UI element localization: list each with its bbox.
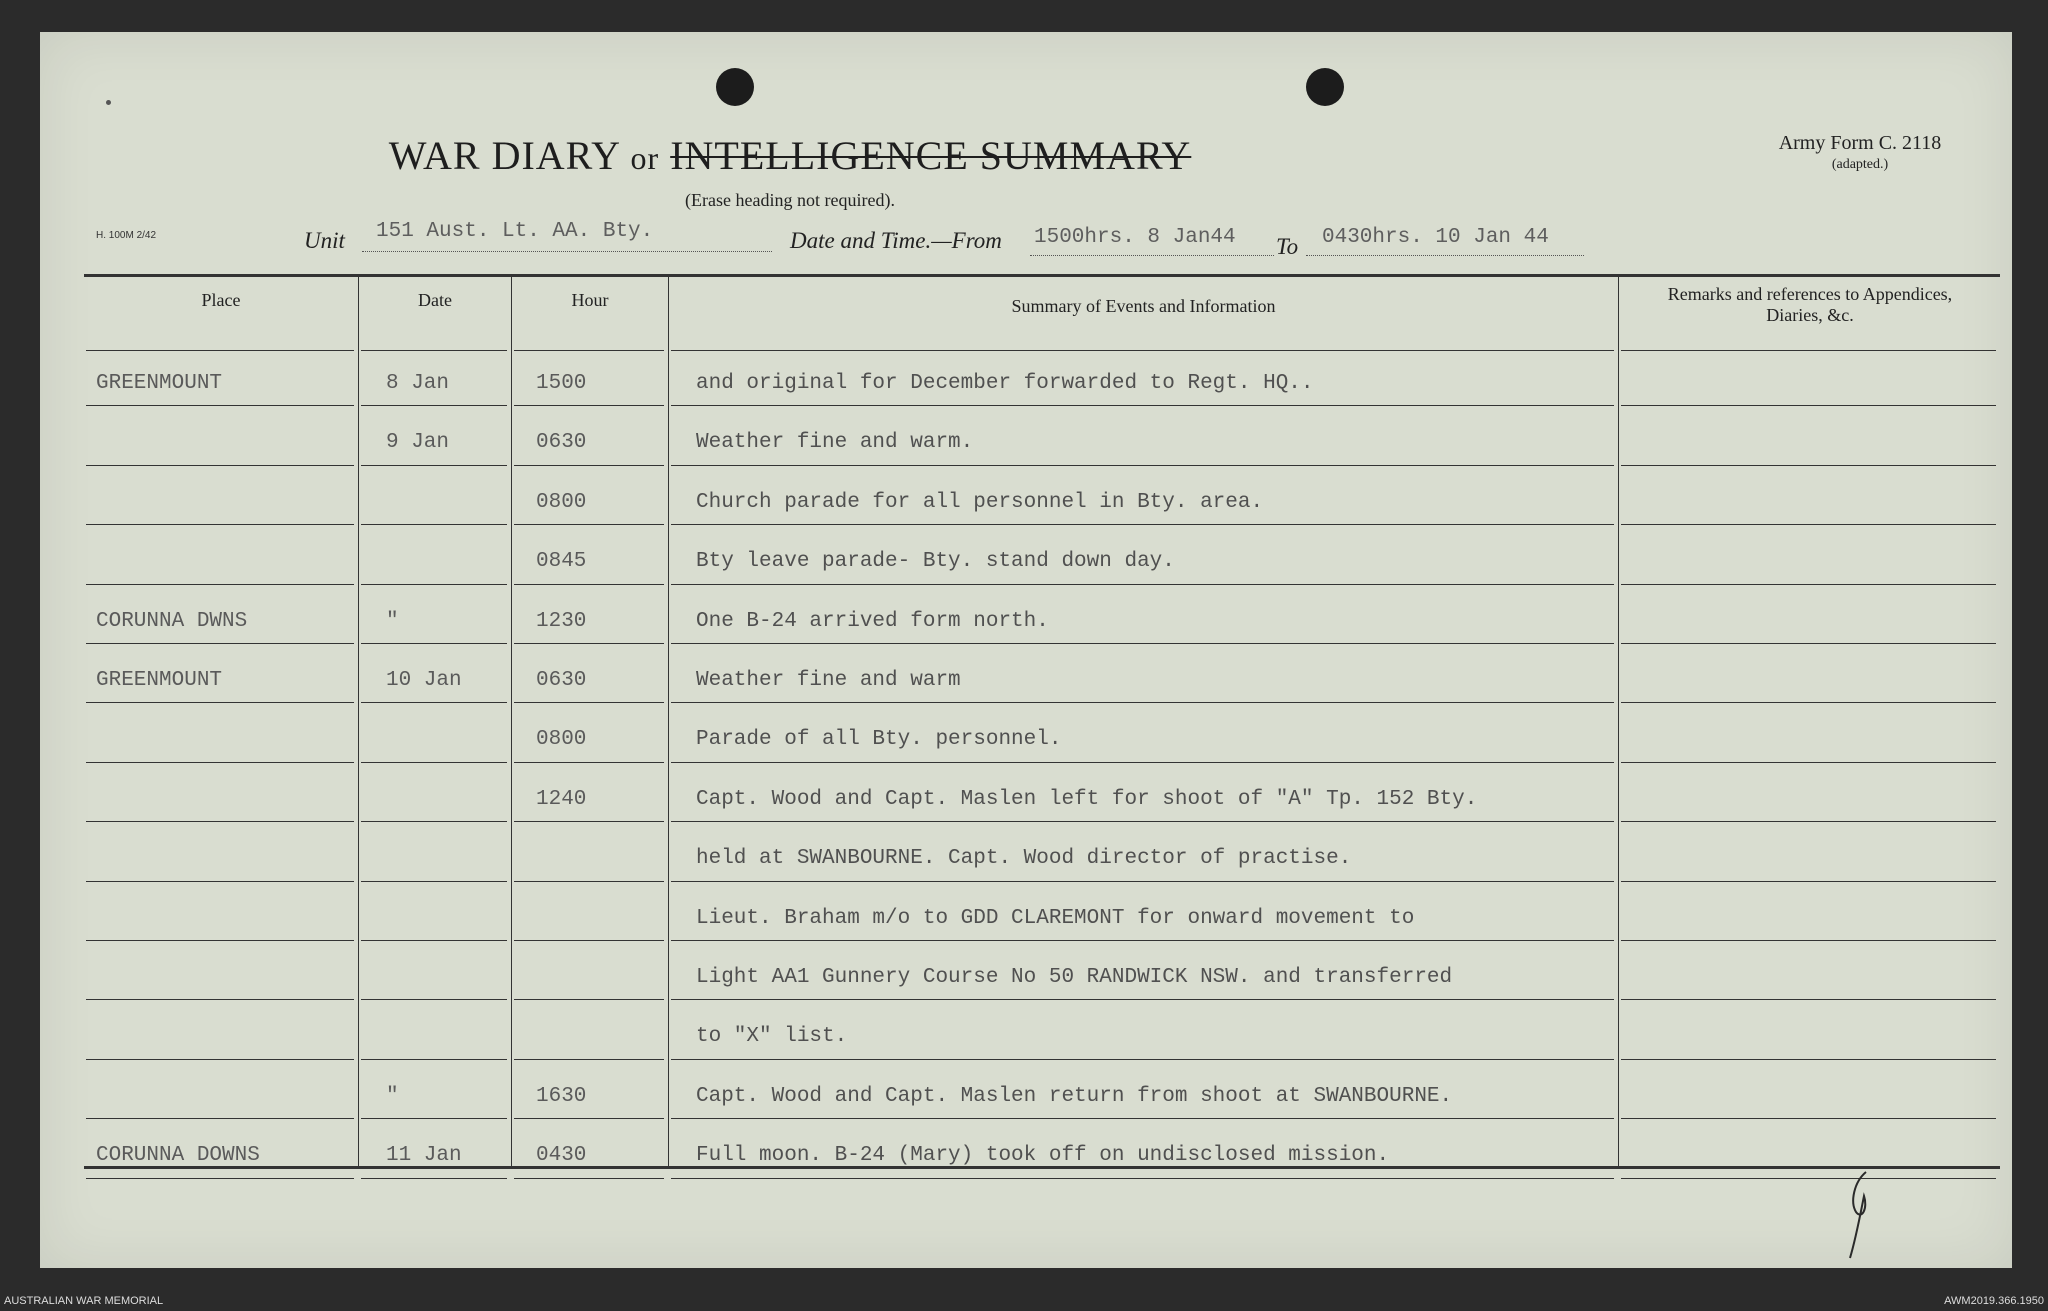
row-rule	[86, 881, 354, 882]
row-hour-cell: 1230	[536, 609, 587, 633]
row-rule	[514, 405, 664, 406]
row-rule	[671, 1178, 1614, 1179]
footer-archive-name: AUSTRALIAN WAR MEMORIAL	[4, 1295, 164, 1307]
row-rule	[86, 465, 354, 466]
row-rule	[361, 524, 507, 525]
row-rule	[514, 1178, 664, 1179]
row-rule	[1621, 643, 1996, 644]
row-rule	[361, 999, 507, 1000]
row-rule	[514, 1059, 664, 1060]
col-rule-summary	[1618, 277, 1619, 1166]
row-summary-cell: Lieut. Braham m/o to GDD CLAREMONT for onward movement to	[696, 906, 1415, 930]
row-rule	[514, 881, 664, 882]
row-rule	[1621, 1118, 1996, 1119]
row-rule	[361, 940, 507, 941]
unit-underline	[362, 250, 772, 252]
row-rule	[671, 702, 1614, 703]
title-intelligence-summary: INTELLIGENCE SUMMARY	[670, 133, 1192, 178]
row-rule	[361, 584, 507, 585]
row-summary-cell: Capt. Wood and Capt. Maslen return from shoot at SWANBOURNE.	[696, 1084, 1453, 1108]
row-place-cell: CORUNNA DWNS	[96, 609, 248, 633]
column-header-remarks: Remarks and references to Appendices, Diaries, &c.	[1667, 284, 1953, 325]
row-rule	[671, 524, 1614, 525]
col-rule-place	[358, 277, 359, 1166]
row-hour-cell: 1630	[536, 1084, 587, 1108]
table-top-rule	[84, 274, 2000, 277]
row-rule	[1621, 405, 1996, 406]
title-war-diary: WAR DIARY	[388, 133, 620, 178]
row-date-cell: 11 Jan	[386, 1144, 462, 1168]
col-rule-hour	[668, 277, 669, 1166]
title-or: or	[630, 140, 660, 176]
row-rule	[1621, 1178, 1996, 1179]
row-rule	[1621, 1059, 1996, 1060]
row-rule	[671, 940, 1614, 941]
row-rule	[1621, 702, 1996, 703]
row-rule	[671, 999, 1614, 1000]
row-rule	[671, 881, 1614, 882]
from-underline	[1030, 254, 1274, 256]
row-hour-cell: 1240	[536, 787, 587, 811]
row-rule	[514, 762, 664, 763]
row-hour-cell: 0800	[536, 490, 587, 514]
row-rule	[86, 999, 354, 1000]
row-date-cell: 9 Jan	[386, 431, 450, 455]
from-value: 1500hrs. 8 Jan44	[1034, 226, 1236, 249]
row-rule	[361, 465, 507, 466]
row-rule	[86, 405, 354, 406]
unit-label: Unit	[304, 228, 345, 253]
row-rule	[1621, 584, 1996, 585]
header-row-rule	[1621, 350, 1996, 351]
header-row-rule	[86, 350, 354, 351]
row-rule	[86, 643, 354, 644]
signature-mark	[1840, 1162, 1880, 1262]
date-time-label: Date and Time.—From	[790, 228, 1002, 253]
column-header-hour: Hour	[571, 290, 609, 310]
row-rule	[86, 584, 354, 585]
row-summary-cell: Church parade for all personnel in Bty. area.	[696, 490, 1264, 514]
row-summary-cell: and original for December forwarded to Regt. HQ..	[696, 372, 1314, 395]
col-rule-date	[511, 277, 512, 1166]
row-rule	[514, 465, 664, 466]
column-header-summary: Summary of Events and Information	[1011, 296, 1276, 316]
row-rule	[361, 1178, 507, 1179]
row-date-cell: "	[386, 1084, 399, 1108]
row-rule	[86, 1178, 354, 1179]
row-rule	[361, 643, 507, 644]
army-form-label	[1740, 132, 1980, 176]
row-rule	[671, 465, 1614, 466]
row-rule	[86, 702, 354, 703]
row-rule	[1621, 999, 1996, 1000]
row-rule	[671, 821, 1614, 822]
row-summary-cell: One B-24 arrived form north.	[696, 609, 1049, 633]
header-row-rule	[671, 350, 1614, 351]
diary-sheet	[40, 32, 2012, 1268]
row-hour-cell: 0845	[536, 550, 587, 574]
row-rule	[86, 762, 354, 763]
row-date-cell: 8 Jan	[386, 372, 450, 395]
row-summary-cell: Parade of all Bty. personnel.	[696, 728, 1062, 752]
row-rule	[671, 1059, 1614, 1060]
row-rule	[86, 821, 354, 822]
header-row-rule	[514, 350, 664, 351]
row-rule	[361, 405, 507, 406]
row-rule	[361, 821, 507, 822]
row-date-cell: "	[386, 609, 399, 633]
row-summary-cell: Full moon. B-24 (Mary) took off on undisclosed mission.	[696, 1144, 1390, 1168]
row-rule	[514, 524, 664, 525]
row-hour-cell: 0630	[536, 669, 587, 692]
row-rule	[514, 940, 664, 941]
row-summary-cell: Weather fine and warm	[696, 669, 961, 692]
row-place-cell: GREENMOUNT	[96, 372, 223, 395]
row-rule	[514, 821, 664, 822]
to-label: To	[1276, 234, 1299, 259]
row-summary-cell: to "X" list.	[696, 1025, 848, 1049]
row-rule	[671, 405, 1614, 406]
form-subtitle: (Erase heading not required).	[685, 190, 895, 210]
row-rule	[671, 1118, 1614, 1119]
row-rule	[514, 1118, 664, 1119]
column-header-place: Place	[201, 290, 241, 310]
paper-speck	[106, 100, 111, 105]
row-rule	[361, 1059, 507, 1060]
to-value: 0430hrs. 10 Jan 44	[1322, 226, 1549, 249]
row-rule	[514, 643, 664, 644]
row-rule	[361, 702, 507, 703]
row-rule	[1621, 524, 1996, 525]
row-rule	[86, 524, 354, 525]
column-header-date: Date	[418, 290, 452, 310]
row-hour-cell: 0430	[536, 1144, 587, 1168]
unit-value: 151 Aust. Lt. AA. Bty.	[376, 220, 654, 243]
to-underline	[1306, 254, 1584, 256]
form-code: H. 100M 2/42	[96, 230, 157, 241]
row-rule	[361, 762, 507, 763]
row-rule	[514, 999, 664, 1000]
row-rule	[86, 1118, 354, 1119]
row-rule	[514, 584, 664, 585]
row-summary-cell: Light AA1 Gunnery Course No 50 RANDWICK NSW. and transferred	[696, 966, 1453, 989]
row-rule	[1621, 881, 1996, 882]
row-rule	[1621, 821, 1996, 822]
army-form-note: (adapted.)	[1831, 157, 1889, 172]
row-date-cell: 10 Jan	[386, 669, 462, 692]
row-summary-cell: Capt. Wood and Capt. Maslen left for shoot of "A" Tp. 152 Bty.	[696, 787, 1478, 811]
row-rule	[671, 584, 1614, 585]
row-summary-cell: Bty leave parade- Bty. stand down day.	[696, 550, 1175, 574]
row-rule	[1621, 465, 1996, 466]
row-rule	[514, 702, 664, 703]
row-rule	[671, 762, 1614, 763]
header-row-rule	[361, 350, 507, 351]
row-rule	[671, 643, 1614, 644]
row-hour-cell: 0630	[536, 431, 587, 455]
row-hour-cell: 1500	[536, 372, 587, 395]
row-place-cell: CORUNNA DOWNS	[96, 1144, 260, 1168]
row-hour-cell: 0800	[536, 728, 587, 752]
row-rule	[86, 940, 354, 941]
row-place-cell: GREENMOUNT	[96, 669, 223, 692]
row-rule	[1621, 762, 1996, 763]
army-form-number: Army Form C. 2118	[1778, 132, 1942, 154]
row-summary-cell: Weather fine and warm.	[696, 431, 974, 455]
form-title	[40, 132, 1540, 179]
row-rule	[86, 1059, 354, 1060]
row-rule	[361, 881, 507, 882]
footer-archive-id: AWM2019.366.1950	[1944, 1295, 2044, 1307]
row-rule	[1621, 940, 1996, 941]
punch-hole	[716, 68, 754, 106]
row-rule	[361, 1118, 507, 1119]
row-summary-cell: held at SWANBOURNE. Capt. Wood director of practise.	[696, 847, 1352, 871]
punch-hole	[1306, 68, 1344, 106]
